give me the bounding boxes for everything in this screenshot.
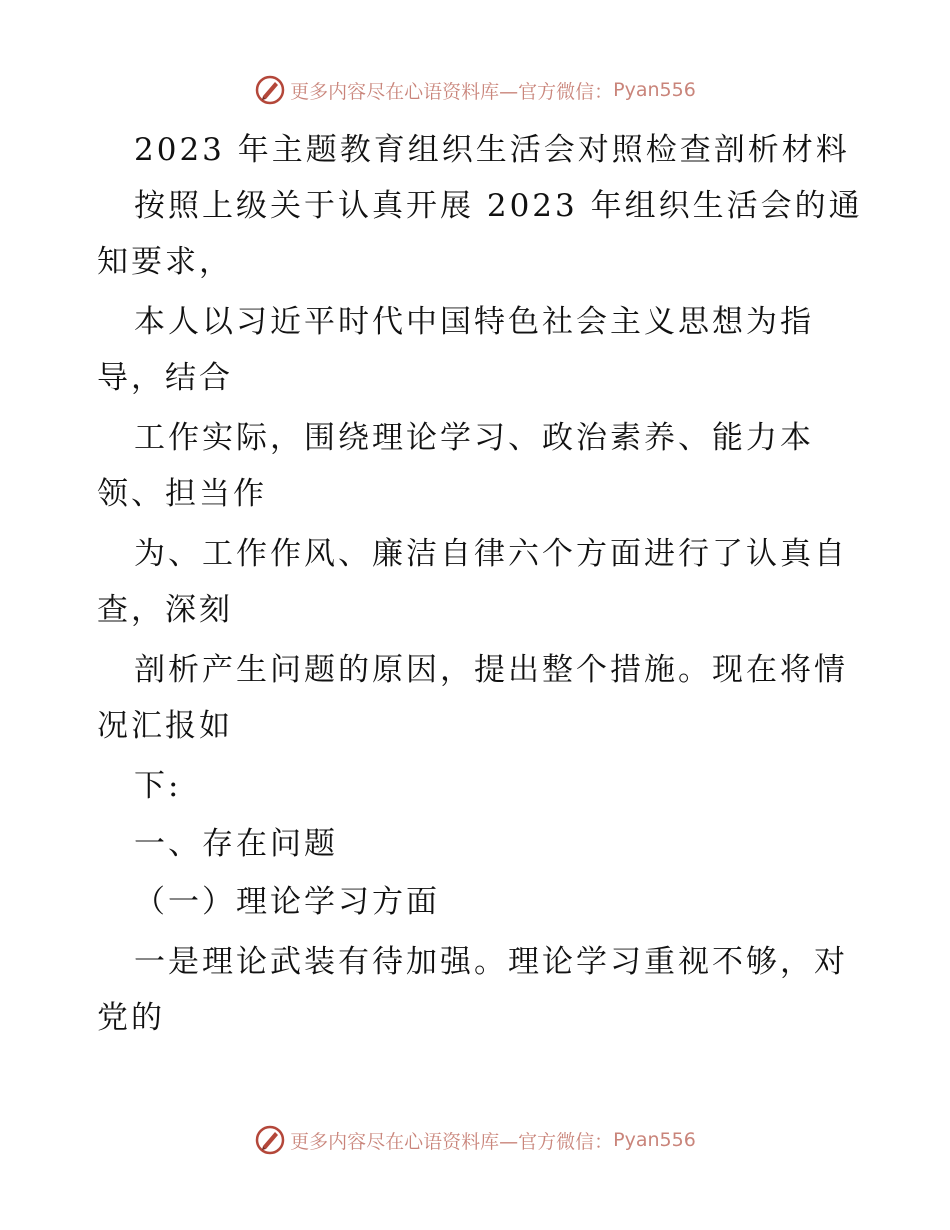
section-heading: 一、存在问题	[134, 826, 338, 862]
paragraph-line: 查，深刻	[97, 592, 233, 628]
paragraph-line: 为、工作作风、廉洁自律六个方面进行了认真自	[134, 536, 848, 572]
paragraph-line: 本人以习近平时代中国特色社会主义思想为指	[134, 304, 814, 340]
paragraph-line: 剖析产生问题的原因，提出整个措施。现在将情	[134, 652, 848, 688]
pen-logo-icon	[254, 74, 286, 106]
paragraph-line: 党的	[97, 1000, 165, 1036]
paragraph-line: 导，结合	[97, 360, 233, 396]
paragraph-line: 知要求，	[97, 244, 233, 280]
watermark-text: 更多内容尽在心语资料库—官方微信：	[290, 1130, 614, 1153]
header-watermark	[0, 70, 950, 110]
document-title: 2023 年主题教育组织生活会对照检查剖析材料	[134, 132, 850, 168]
subsection-heading: （一）理论学习方面	[134, 884, 440, 920]
paragraph-line: 领、担当作	[97, 476, 267, 512]
paragraph-line: 下:	[134, 768, 182, 804]
watermark-account: Pyan556	[613, 79, 696, 101]
paragraph-line: 按照上级关于认真开展 2023 年组织生活会的通	[134, 188, 863, 224]
watermark-text: 更多内容尽在心语资料库—官方微信：	[290, 80, 614, 103]
paragraph-line: 一是理论武装有待加强。理论学习重视不够，对	[134, 944, 848, 980]
watermark-account: Pyan556	[613, 1129, 696, 1151]
paragraph-line: 况汇报如	[97, 708, 233, 744]
paragraph-line: 工作实际，围绕理论学习、政治素养、能力本	[134, 420, 814, 456]
footer-watermark	[0, 1120, 950, 1160]
pen-logo-icon	[254, 1124, 286, 1156]
